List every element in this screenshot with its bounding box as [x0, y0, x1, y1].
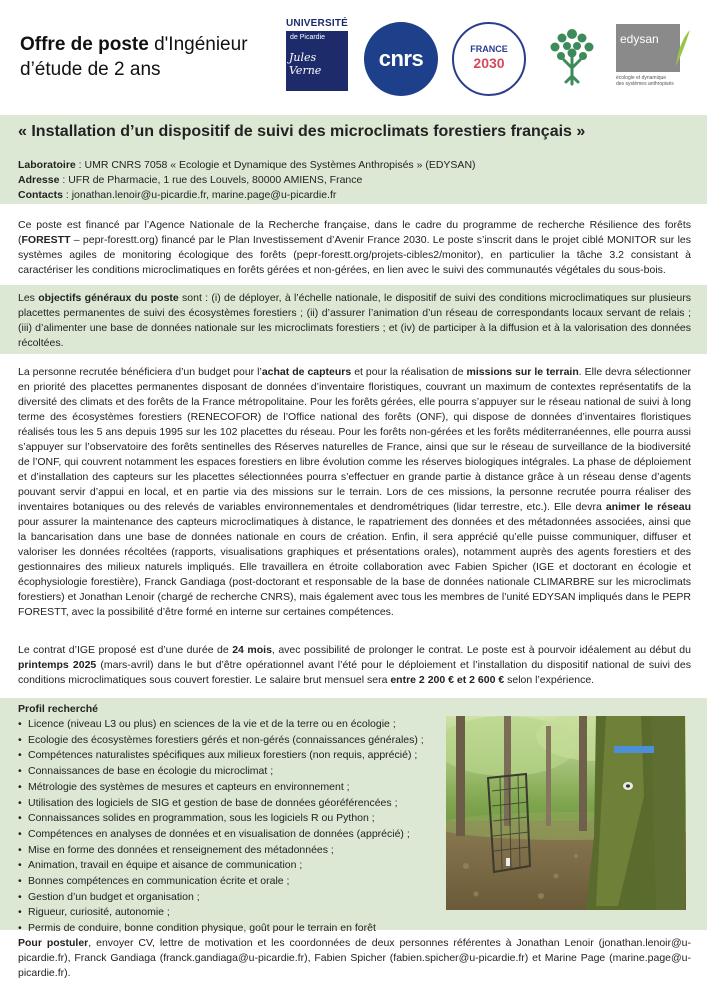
mission-text-3: . Elle devra sélectionner en priorité des placettes permanentes disposant de données d’inventaire floristiques, couvrant un maximum de contextes représentatifs de la diversité des climats et des forêts de la France métropolitaine. Pour les forêts gérées, elle pourra s’appuyer sur le réseau national de suivi à long terme des écosystèmes forestiers (RENECOFOR) de l’Office national des forêts (ONF), qui dispose de données d’inventaires floristiques réalisés tous les 5 ans depuis 1995 sur les 102 placettes du réseau. Pour les forêts non-gérées et les forêts méditerranéennes, elle pourra aussi s’appuyer sur l’observatoire des forêts sentinelles des Réserves naturelles de France, ainsi que sur le réseau de surveillance de la biodiversité de l’ONF, qui couvrent notamment les espaces forestiers en libre évolution comme les réserves biologiques intégrales. La phase de déploiement et d’installation des capteurs sur les placettes sélectionnées pourra s’effectuer en grande partie à distance grâce à un réseau dense d’agents pouvant servir d’appui en local, et en partie via des missions sur le terrain. Lors de ces missions, la personne recrutée pourra réaliser des inventaires botaniques ou des relevés de variables environnementales et dendrométriques (lidar terrestre, etc.). Elle devra [18, 366, 691, 513]
objectives-bold: objectifs généraux du poste [38, 292, 179, 304]
mission-bold-3: animer le réseau [605, 501, 691, 513]
objectives-text: sont : (i) de déployer, à l’échelle nationale, le dispositif de suivi des conditions microclimatiques sur plusieurs placettes permanentes de suivi des écosystèmes forestiers ; (ii) d’assurer l’animation d’un réseau de correspondants locaux servant de relais ; (iii) d’alimenter une base de données nationale sur les microclimats forestiers ; et (iv) de participer à la diffusion et à la valorisation des données récoltées. [18, 292, 691, 349]
upjv-sign-line1: Jules [289, 51, 317, 64]
france-2030-logo [452, 22, 526, 96]
intro-paragraph [18, 218, 691, 278]
job-title [20, 32, 280, 82]
france-2030-line1: FRANCE [470, 44, 508, 54]
upjv-logo [282, 18, 352, 96]
job-title-bold: Offre de poste [20, 34, 149, 55]
list-item: • Métrologie des systèmes de mesures et capteurs en environnement ; [18, 780, 438, 796]
contacts-value[interactable]: : jonathan.lenoir@u-picardie.fr, marine.page@u-picardie.fr [62, 189, 337, 201]
contract-bold-2: printemps 2025 [18, 659, 97, 671]
list-item: • Compétences naturalistes spécifiques aux milieux forestiers (non requis, apprécié) ; [18, 748, 438, 764]
address-label: Adresse [18, 174, 60, 186]
apply-bold: Pour postuler [18, 937, 89, 949]
contract-bold-3: entre 2 200 € et 2 600 € [390, 674, 505, 686]
lab-label: Laboratoire [18, 159, 76, 171]
offer-title: « Installation d’un dispositif de suivi des microclimats forestiers français » [18, 123, 586, 140]
objectives-lead: Les [18, 292, 39, 304]
address-line [18, 173, 698, 188]
intro-text-2: – pepr-forestt.org) financé par le Plan Investissement d’Avenir France 2030. Le poste s’inscrit dans le projet ciblé MONITOR sur les systèmes agiles de monitoring écologique des forêts (pepr-forestt.org/projets-cibles2/monitor), en particulier la tâche 3.2 consistant à caractériser les conditions microclimatiques en forêts gérées et non-gérées, en lien avec le suivi des communautés végétales du sous-bois. [18, 234, 691, 276]
upjv-logo-box [286, 31, 348, 91]
job-title-line2: d’étude de 2 ans [20, 59, 161, 80]
forest-photo-image [446, 716, 686, 910]
contract-text-1: Le contrat d’IGE proposé est d’une durée de [18, 644, 233, 656]
mission-text-4: pour assurer la maintenance des capteurs microclimatiques à distance, le rapatriement des données et des métadonnées associées, ainsi que la bancarisation dans une base de données nationale en cours de création. Enfin, il sera apprécié qu’elle puisse communiquer, diffuser et valoriser les données récoltées (rapports, visualisations graphiques et présentations orales), notamment auprès des agents forestiers et des gestionnaires des milieux naturels impliqués. Elle travaillera en étroite collaboration avec Fabien Spicher (IGE et doctorant en écologie et écophysiologie forestière), Franck Gandiaga (post-doctorant et responsable de la base de données nationale CLIMARBRE sur les microclimats forestiers) et Jonathan Lenoir (chargé de recherche CNRS), mais également avec tous les membres de l’unité EDYSAN impliqués dans le PEPR FORESTT, avec la possibilité d’être formé en interne sur certaines compétences. [18, 516, 691, 618]
mission-text-1: La personne recrutée bénéficiera d’un budget pour l’ [18, 366, 262, 378]
contacts-line [18, 188, 698, 203]
france-2030-line2: 2030 [473, 55, 505, 71]
contract-paragraph [18, 643, 691, 688]
upjv-logo-title: UNIVERSITÉ [285, 18, 348, 29]
upjv-sign-line2: Verne [289, 64, 322, 77]
lab-value: : UMR CNRS 7058 « Ecologie et Dynamique des Systèmes Anthropisés » (EDYSAN) [75, 159, 476, 171]
list-item: • Permis de conduire, bonne condition physique, goût pour le terrain en forêt [18, 921, 438, 937]
contacts-label: Contacts [18, 189, 63, 201]
upjv-logo-signature [289, 51, 321, 77]
contract-text-4: selon l’expérience. [504, 674, 595, 686]
list-item: • Utilisation des logiciels de SIG et gestion de base de données géoréférencées ; [18, 796, 438, 812]
list-item: • Mise en forme des données et renseignement des métadonnées ; [18, 843, 438, 859]
header [0, 0, 707, 115]
intro-forestt: FORESTT [21, 234, 71, 246]
address-value: : UFR de Pharmacie, 1 rue des Louvels, 80000 AMIENS, France [59, 174, 363, 186]
cnrs-logo [364, 22, 438, 96]
leaf-icon [674, 28, 692, 68]
tree-logo [542, 22, 602, 92]
list-item: • Animation, travail en équipe et aisance de communication ; [18, 858, 438, 874]
contract-text-3: (mars-avril) dans le but d’être opérationnel avant l’été pour le déploiement et l’installation du dispositif national de suivi des conditions microclimatiques sous couvert forestier. Le salaire brut mensuel sera [18, 659, 691, 686]
lab-line [18, 158, 698, 173]
lab-info [18, 158, 698, 203]
forest-photo [446, 716, 686, 910]
mission-bold-1: achat de capteurs [261, 366, 352, 378]
upjv-logo-sub: de Picardie [290, 34, 326, 41]
edysan-logo-tagline [616, 75, 692, 87]
mission-bold-2: missions sur le terrain [466, 366, 579, 378]
cnrs-logo-text: cnrs [378, 46, 424, 71]
list-item: • Connaissances solides en programmation, sous les logiciels R ou Python ; [18, 811, 438, 827]
objectives-paragraph [18, 291, 691, 351]
list-item: • Gestion d’un budget et organisation ; [18, 890, 438, 906]
mission-text-2: et pour la réalisation de [351, 366, 467, 378]
edysan-logo [616, 24, 692, 104]
list-item: • Licence (niveau L3 ou plus) en sciences de la vie et de la terre ou en écologie ; [18, 717, 438, 733]
edysan-tag-line1: écologie et dynamique [616, 75, 667, 81]
edysan-logo-name: edysan [620, 32, 659, 46]
apply-paragraph [18, 936, 691, 981]
edysan-tag-line2: des systèmes anthropisés [616, 81, 674, 87]
list-item: • Compétences en analyses de données et en visualisation de données (apprécié) ; [18, 827, 438, 843]
profile-list [18, 717, 438, 937]
intro-text-1: Ce poste est financé par l’Agence Nationale de la Recherche française, dans le cadre du programme de recherche Résilience des forêts ( [18, 219, 691, 246]
list-item: • Rigueur, curiosité, autonomie ; [18, 905, 438, 921]
apply-text[interactable]: , envoyer CV, lettre de motivation et les coordonnées de deux personnes référentes à Jonathan Lenoir (jonathan.lenoir@u-picardie.fr), Franck Gandiaga (franck.gandiaga@u-picardie.fr), Fabien Spicher (fabien.spicher@u-picardie.fr) et Marine Page (marine.page@u-picardie.fr). [18, 937, 691, 979]
mission-paragraph [18, 365, 691, 620]
contract-bold-1: 24 mois [232, 644, 272, 656]
tree-icon [542, 22, 602, 92]
list-item: • Bonnes compétences en communication écrite et orale ; [18, 874, 438, 890]
job-title-rest: d'Ingénieur [154, 34, 248, 55]
list-item: • Ecologie des écosystèmes forestiers gérés et non-gérés (connaissances générales) ; [18, 733, 438, 749]
list-item: • Connaissances de base en écologie du microclimat ; [18, 764, 438, 780]
edysan-logo-box [616, 24, 680, 72]
profile-title: Profil recherché [18, 703, 98, 715]
contract-text-2: , avec possibilité de prolonger le contrat. Le poste est à pourvoir idéalement au début du [271, 644, 691, 656]
